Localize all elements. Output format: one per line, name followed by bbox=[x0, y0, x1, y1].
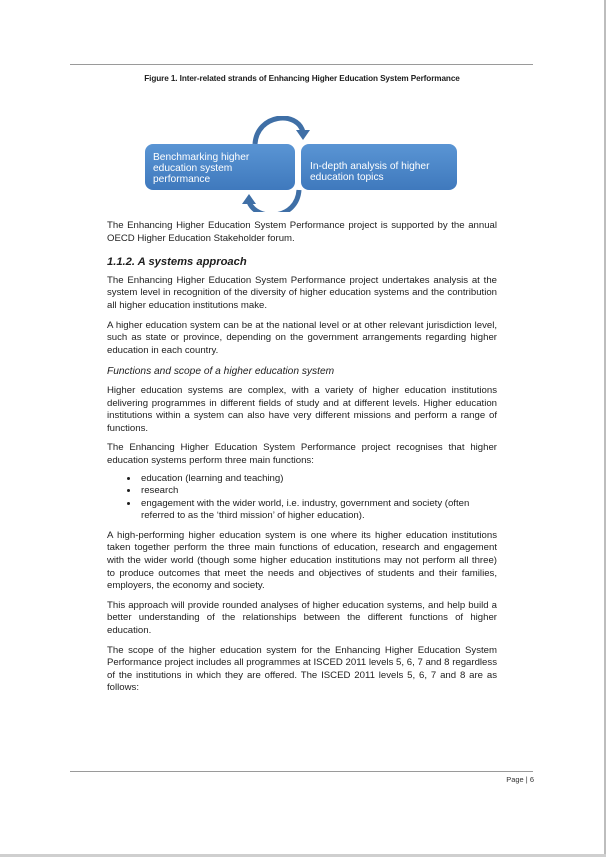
figure-caption: Figure 1. Inter-related strands of Enhancing Higher Education System Performance bbox=[144, 74, 460, 83]
paragraph: This approach will provide rounded analyses of higher education systems, and help build a better understanding of the relationships between the different functions of higher education. bbox=[107, 599, 497, 637]
section-heading-systems: 1.1.2. A systems approach bbox=[107, 256, 247, 269]
list-item: • education (learning and teaching) bbox=[139, 473, 497, 486]
top-arrowhead bbox=[296, 130, 310, 140]
functions-list bbox=[107, 473, 497, 523]
bottom-cycle-arrow bbox=[249, 190, 299, 212]
page-number: Page | 6 bbox=[506, 775, 534, 784]
header-rule bbox=[70, 64, 533, 65]
left-box-label: Benchmarking higher education system performance bbox=[153, 152, 250, 185]
document-body bbox=[107, 73, 497, 702]
paragraph: The scope of the higher education system for the Enhancing Higher Education System Performance project includes all programmes at ISCED 2011 levels 5, 6, 7 and 8 regardless of the institutions in which they are offered. The ISCED 2011 levels 5, 6, 7 and 8 are as follows: bbox=[107, 644, 497, 694]
paragraph: Higher education systems are complex, with a variety of higher education institutions delivering programmes in different fields of study and at different levels. Higher education institutions within a system can also have very different missions and perform a range of functions. bbox=[107, 384, 497, 434]
bottom-arrowhead bbox=[242, 194, 256, 204]
strands-diagram bbox=[107, 116, 497, 212]
footer-rule bbox=[70, 771, 533, 772]
subheading-functions: Functions and scope of a higher education system bbox=[107, 366, 335, 378]
right-box-label: In-depth analysis of higher education topics bbox=[310, 161, 430, 183]
paragraph: A high-performing higher education system is one where its higher education institutions taken together perform the three main functions of education, research and engagement with the wider world (though some higher education institutions may not perform all three) to produce outcomes that meet the needs and objectives of students and their families, employers, the economy and society. bbox=[107, 529, 497, 592]
list-item: • research bbox=[139, 485, 497, 498]
paragraph: The Enhancing Higher Education System Performance project recognises that higher education systems perform three main functions: bbox=[107, 442, 497, 466]
paragraph: A higher education system can be at the national level or at other relevant jurisdiction level, such as state or province, depending on the government arrangements regarding higher education in each country. bbox=[107, 319, 497, 356]
paragraph: The Enhancing Higher Education System Performance project undertakes analysis at the system level in recognition of the diversity of higher education systems and the contribution all higher education institutions make. bbox=[107, 274, 497, 311]
intro-paragraph: The Enhancing Higher Education System Performance project is supported by the annual OECD Higher Education Stakeholder forum. bbox=[107, 220, 497, 244]
list-item: • engagement with the wider world, i.e. industry, government and society (often referred to as the ‘third mission’ of higher education). bbox=[139, 498, 497, 523]
top-cycle-arrow bbox=[255, 118, 303, 144]
